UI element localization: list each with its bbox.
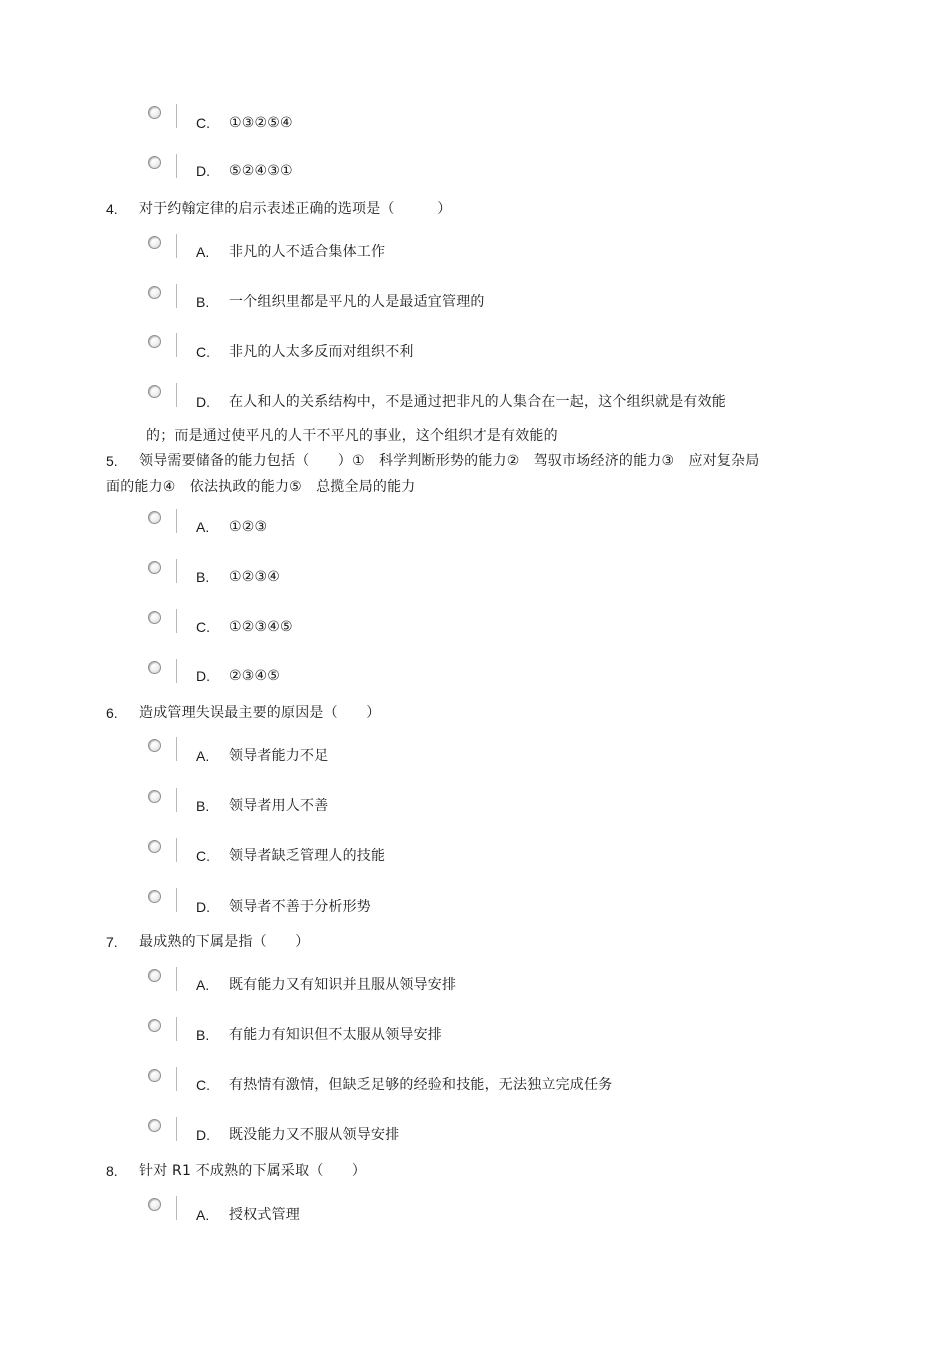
radio-frame [146, 559, 177, 583]
option-text: 非凡的人太多反而对组织不利 [229, 344, 414, 360]
option-letter: D. [196, 394, 210, 410]
radio-button[interactable] [148, 739, 161, 752]
question-number: 6. [106, 705, 118, 721]
radio-frame [146, 234, 177, 258]
option-text: ①③②⑤④ [229, 115, 293, 131]
radio-frame [146, 333, 177, 357]
option-text: 有能力有知识但不太服从领导安排 [229, 1027, 442, 1043]
option-letter: A. [196, 1207, 210, 1223]
radio-button[interactable] [148, 1119, 161, 1132]
option-text: ①②③ [229, 519, 268, 535]
radio-button[interactable] [148, 286, 161, 299]
radio-frame [146, 383, 177, 407]
radio-button[interactable] [148, 236, 161, 249]
option-text-continuation: 的；而是通过使平凡的人干不平凡的事业，这个组织才是有效能的 [146, 428, 558, 444]
option-letter: D. [196, 1127, 210, 1143]
option-letter: B. [196, 294, 210, 310]
radio-frame [146, 1067, 177, 1091]
radio-button[interactable] [148, 840, 161, 853]
option-text: 一个组织里都是平凡的人是最适宜管理的 [229, 294, 485, 310]
option-letter: A. [196, 748, 210, 764]
option-text: 领导者不善于分析形势 [229, 899, 371, 915]
question-text: 针对 R1 不成熟的下属采取（ ） [139, 1163, 367, 1179]
radio-button[interactable] [148, 969, 161, 982]
option-text: ②③④⑤ [229, 668, 281, 684]
option-letter: C. [196, 115, 210, 131]
option-letter: C. [196, 1077, 210, 1093]
option-text: 授权式管理 [229, 1207, 300, 1223]
radio-frame [146, 737, 177, 761]
radio-frame [146, 888, 177, 912]
radio-button[interactable] [148, 1198, 161, 1211]
question-number: 5. [106, 453, 118, 469]
option-letter: A. [196, 244, 210, 260]
radio-button[interactable] [148, 1019, 161, 1032]
option-text: 领导者用人不善 [229, 798, 329, 814]
option-text: 领导者缺乏管理人的技能 [229, 848, 386, 864]
option-letter: D. [196, 899, 210, 915]
option-letter: A. [196, 977, 210, 993]
radio-frame [146, 284, 177, 308]
option-letter: A. [196, 519, 210, 535]
option-letter: B. [196, 1027, 210, 1043]
radio-button[interactable] [148, 511, 161, 524]
radio-button[interactable] [148, 890, 161, 903]
radio-button[interactable] [148, 106, 161, 119]
radio-frame [146, 609, 177, 633]
option-text: ①②③④ [229, 569, 281, 585]
option-letter: D. [196, 668, 210, 684]
question-number: 7. [106, 934, 118, 950]
radio-button[interactable] [148, 385, 161, 398]
radio-button[interactable] [148, 661, 161, 674]
radio-frame [146, 104, 177, 128]
radio-button[interactable] [148, 561, 161, 574]
option-text: 有热情有激情，但缺乏足够的经验和技能，无法独立完成任务 [229, 1077, 613, 1093]
radio-frame [146, 788, 177, 812]
question-text: 领导需要储备的能力包括（ ）① 科学判断形势的能力② 驾驭市场经济的能力③ 应对复杂局 [139, 453, 760, 469]
option-letter: C. [196, 344, 210, 360]
option-letter: B. [196, 569, 210, 585]
option-text: 领导者能力不足 [229, 748, 329, 764]
radio-button[interactable] [148, 611, 161, 624]
radio-frame [146, 1117, 177, 1141]
radio-frame [146, 509, 177, 533]
question-text-line2: 面的能力④ 依法执政的能力⑤ 总揽全局的能力 [106, 479, 416, 495]
question-number: 4. [106, 201, 118, 217]
option-text: 既有能力又有知识并且服从领导安排 [229, 977, 457, 993]
radio-button[interactable] [148, 790, 161, 803]
radio-frame [146, 1196, 177, 1220]
radio-frame [146, 154, 177, 178]
option-text: ⑤②④③① [229, 163, 293, 179]
radio-frame [146, 967, 177, 991]
radio-frame [146, 1017, 177, 1041]
option-text: ①②③④⑤ [229, 619, 293, 635]
option-letter: C. [196, 619, 210, 635]
radio-button[interactable] [148, 335, 161, 348]
question-text: 对于约翰定律的启示表述正确的选项是（ ） [139, 201, 452, 217]
option-letter: B. [196, 798, 210, 814]
question-number: 8. [106, 1163, 118, 1179]
radio-button[interactable] [148, 1069, 161, 1082]
radio-frame [146, 838, 177, 862]
option-text: 非凡的人不适合集体工作 [229, 244, 386, 260]
option-letter: D. [196, 163, 210, 179]
question-text: 造成管理失误最主要的原因是（ ） [139, 705, 381, 721]
question-text: 最成熟的下属是指（ ） [139, 934, 310, 950]
radio-frame [146, 659, 177, 683]
option-text: 既没能力又不服从领导安排 [229, 1127, 400, 1143]
option-letter: C. [196, 848, 210, 864]
option-text: 在人和人的关系结构中，不是通过把非凡的人集合在一起，这个组织就是有效能 [229, 394, 726, 410]
radio-button[interactable] [148, 156, 161, 169]
